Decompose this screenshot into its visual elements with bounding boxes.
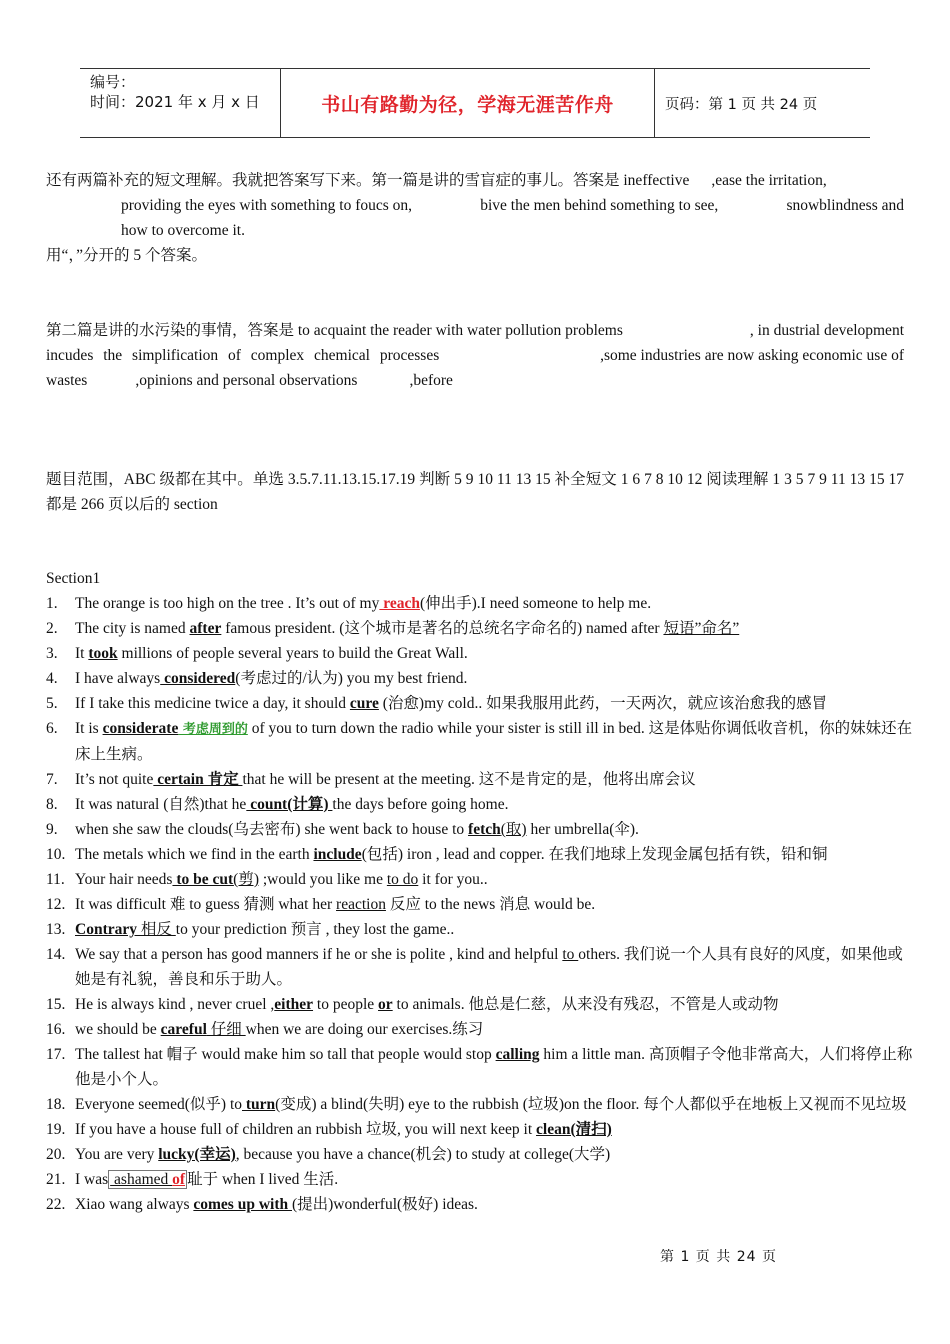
item-text: If I take this medicine twice a day, it should — [75, 695, 350, 712]
answer-gloss: 相反 — [137, 921, 176, 938]
item-text: the days before going home. — [332, 796, 509, 813]
list-item — [46, 591, 916, 616]
vocab-list — [46, 591, 916, 1217]
item-text: The tallest hat 帽子 would make him so tall that people would stop — [75, 1046, 496, 1063]
list-item — [46, 641, 916, 666]
list-item — [46, 992, 916, 1017]
item-text: I have always — [75, 670, 161, 687]
item-text: (包括) iron , lead and copper. 在我们地球上发现金属包括有铁，铅和铜 — [361, 846, 828, 863]
list-item — [46, 616, 916, 641]
list-item — [46, 1192, 916, 1217]
item-number: 5. — [46, 695, 58, 712]
answer-word: to do — [386, 871, 419, 888]
item-text: Xiao wang always — [75, 1196, 194, 1213]
item-number: 1. — [46, 595, 58, 612]
item-number: 17. — [46, 1046, 66, 1063]
item-text: It was difficult 难 to guess 猜测 what her — [75, 896, 337, 913]
answer-keyword: Contrary — [75, 921, 137, 938]
p2-line1 — [46, 318, 904, 343]
item-number: 8. — [46, 796, 58, 813]
answer-gloss: (取) — [500, 821, 527, 838]
answer-keyword: calling — [495, 1046, 540, 1063]
list-item — [46, 1142, 916, 1167]
item-text: that he will be present at the meeting. 这不是肯定的是，他将出席会议 — [242, 771, 696, 788]
item-number: 20. — [46, 1146, 66, 1163]
item-text: to animals. 他总是仁慈，从来没有残忍，不管是人或动物 — [392, 996, 779, 1013]
item-text: when we are doing our exercises.练习 — [245, 1021, 484, 1038]
list-item — [46, 842, 916, 867]
list-item — [46, 792, 916, 817]
item-text: him a little man. 高顶帽子令他非常高大，人们将停止称他是小个人。 — [75, 1046, 913, 1088]
answer-box — [108, 1170, 187, 1189]
item-text: 耻于 when I lived 生活. — [187, 1171, 339, 1188]
item-text: famous president. (这个城市是著名的总统名字命名的) named after — [221, 620, 664, 637]
item-number: 2. — [46, 620, 58, 637]
item-text: her umbrella(伞). — [526, 821, 639, 838]
item-text: others. 我们说一个人具有良好的风度，如果他或她是有礼貌，善良和乐于助人。 — [75, 946, 903, 988]
p1-text-b: ,ease the irritation, — [711, 172, 827, 189]
answer-keyword: of — [172, 1171, 186, 1188]
answer-keyword: took — [88, 645, 118, 662]
p2-line3 — [46, 368, 904, 393]
date-label: 时间：2021 年 x 月 x 日 — [90, 93, 260, 111]
answer-word: reaction — [336, 896, 386, 913]
item-text: If you have a house full of children an rubbish 垃圾, you will next keep it — [75, 1121, 537, 1138]
paragraph-1 — [46, 168, 904, 268]
answer-word: to — [562, 946, 579, 963]
answer-gloss: (剪) — [233, 871, 259, 888]
item-text: of you to turn down the radio while your sister is still ill in bed. 这是体贴你调低收音机，你的妹妹还在床上生病。 — [75, 720, 913, 763]
p1-line4: 用“，”分开的 5 个答案。 — [46, 247, 208, 264]
answer-keyword: considered — [160, 670, 236, 687]
item-number: 11. — [46, 871, 65, 888]
list-item — [46, 716, 916, 767]
serial-label: 编号： — [90, 73, 136, 91]
answer-gloss: 短语”命名” — [663, 620, 740, 637]
item-number: 3. — [46, 645, 58, 662]
item-text: He is always kind , never cruel , — [75, 996, 275, 1013]
item-text: ;would you like me — [258, 871, 387, 888]
p1-line3: how to overcome it. — [121, 222, 245, 239]
item-number: 14. — [46, 946, 66, 963]
list-item — [46, 1017, 916, 1042]
item-number: 22. — [46, 1196, 66, 1213]
list-item — [46, 917, 916, 942]
p2-text-d: ,some industries are now asking economic use of — [600, 347, 904, 364]
list-item — [46, 1092, 916, 1117]
list-item — [46, 666, 916, 691]
list-item — [46, 1117, 916, 1142]
item-text: It was natural (自然)that he — [75, 796, 247, 813]
section-title: Section1 — [46, 570, 101, 587]
answer-keyword: certain 肯定 — [153, 771, 243, 788]
item-number: 6. — [46, 720, 58, 737]
p1-text-a: 还有两篇补充的短文理解。我就把答案写下来。第一篇是讲的雪盲症的事儿。答案是 ineffective — [46, 172, 690, 189]
motto: 书山有路勤为径，学海无涯苦作舟 — [321, 93, 614, 116]
item-text: millions of people several years to build the Great Wall. — [117, 645, 468, 662]
answer-keyword: considerate — [102, 720, 179, 737]
item-text: , because you have a chance(机会) to study at college(大学) — [235, 1146, 611, 1163]
answer-keyword: turn — [242, 1096, 276, 1113]
answer-keyword: include — [313, 846, 362, 863]
header-motto-cell — [281, 69, 655, 137]
item-number: 9. — [46, 821, 58, 838]
item-text: The orange is too high on the tree . It’s out of my — [75, 595, 380, 612]
item-text: It’s not quite — [75, 771, 154, 788]
answer-keyword: reach — [379, 595, 420, 612]
item-number: 18. — [46, 1096, 66, 1113]
answer-keyword: to be cut — [172, 871, 234, 888]
item-number: 10. — [46, 846, 66, 863]
p2-text-f: ,opinions and personal observations — [135, 372, 358, 389]
item-text: The city is named — [75, 620, 190, 637]
item-number: 4. — [46, 670, 58, 687]
answer-keyword: comes up with — [193, 1196, 292, 1213]
item-text: You are very — [75, 1146, 159, 1163]
p2-text-g: ,before — [409, 372, 453, 389]
item-text: it for you.. — [418, 871, 488, 888]
item-text: (治愈)my cold.. 如果我服用此药，一天两次，就应该治愈我的感冒 — [378, 695, 828, 712]
p2-text-e: wastes — [46, 372, 88, 389]
answer-keyword: after — [189, 620, 222, 637]
item-number: 19. — [46, 1121, 66, 1138]
item-text: 反应 to the news 消息 would be. — [385, 896, 596, 913]
p1-answer-4: snowblindness and — [786, 197, 904, 214]
item-text: Everyone seemed(似乎) to — [75, 1096, 242, 1113]
answer-gloss: 考虑周到的 — [178, 722, 248, 737]
list-item — [46, 892, 916, 917]
answer-keyword: either — [274, 996, 314, 1013]
item-text: We say that a person has good manners if he or she is polite , kind and helpful — [75, 946, 563, 963]
list-item — [46, 817, 916, 842]
page-label: 页码：第 1 页 共 24 页 — [665, 96, 818, 113]
answer-gloss: 仔细 — [206, 1021, 246, 1038]
p2-text-c: incudes the simplification of complex chemical processes — [46, 347, 440, 364]
p2-text-b: , in dustrial development — [749, 322, 904, 339]
item-number: 15. — [46, 996, 66, 1013]
answer-keyword: lucky(幸运) — [158, 1146, 236, 1163]
item-text: to your prediction 预言 , they lost the game.. — [175, 921, 455, 938]
item-text: Your hair needs — [75, 871, 173, 888]
item-number: 12. — [46, 896, 66, 913]
page-footer: 第 1 页 共 24 页 — [660, 1249, 777, 1265]
item-text: (提出)wonderful(极好) ideas. — [291, 1196, 478, 1213]
list-item — [46, 691, 916, 716]
list-item — [46, 942, 916, 992]
item-text: I was — [75, 1171, 109, 1188]
item-number: 16. — [46, 1021, 66, 1038]
item-text: (考虑过的/认为) you my best friend. — [235, 670, 468, 687]
item-text: we should be — [75, 1021, 161, 1038]
p2-line2 — [46, 343, 904, 368]
p2-text-a: 第二篇是讲的水污染的事情，答案是 to acquaint the reader with water pollution problems — [46, 322, 623, 339]
item-text: (变成) a blind(失明) eye to the rubbish (垃圾)on the floor. 每个人都似乎在地板上又视而不见垃圾 — [275, 1096, 907, 1113]
item-text: It is — [75, 720, 103, 737]
list-item — [46, 1167, 916, 1192]
list-item — [46, 867, 916, 892]
paragraph-2 — [46, 318, 904, 393]
answer-keyword: clean(清扫) — [536, 1121, 612, 1138]
item-text: (伸出手).I need someone to help me. — [419, 595, 652, 612]
p1-answer-2: providing the eyes with something to foucs on, — [121, 197, 413, 214]
p1-answer-3: bive the men behind something to see, — [480, 197, 719, 214]
item-number: 7. — [46, 771, 58, 788]
header-page-cell — [655, 69, 870, 137]
answer-keyword: fetch — [468, 821, 501, 838]
item-text: It — [75, 645, 89, 662]
p1-line2 — [46, 193, 904, 218]
item-number: 13. — [46, 921, 66, 938]
item-text: to people — [313, 996, 379, 1013]
paragraph-3: 题目范围，ABC 级都在其中。单选 3.5.7.11.13.15.17.19 判断 5 9 10 11 13 15 补全短文 1 6 7 8 10 12 阅读理解 1 3 5 7 9 11 13 15 17 都是 266 页以后的 section — [46, 471, 904, 513]
header-meta — [80, 69, 281, 137]
answer-keyword: cure — [349, 695, 379, 712]
answer-keyword: careful — [160, 1021, 207, 1038]
list-item — [46, 1042, 916, 1092]
item-text: when she saw the clouds(乌去密布) she went back to house to — [75, 821, 469, 838]
answer-word: ashamed — [110, 1171, 173, 1188]
answer-keyword: count(计算) — [246, 796, 333, 813]
answer-keyword: or — [378, 996, 393, 1013]
page-header — [80, 68, 870, 138]
item-text: The metals which we find in the earth — [75, 846, 314, 863]
item-number: 21. — [46, 1171, 66, 1188]
list-item — [46, 767, 916, 792]
p1-line1 — [46, 168, 904, 193]
